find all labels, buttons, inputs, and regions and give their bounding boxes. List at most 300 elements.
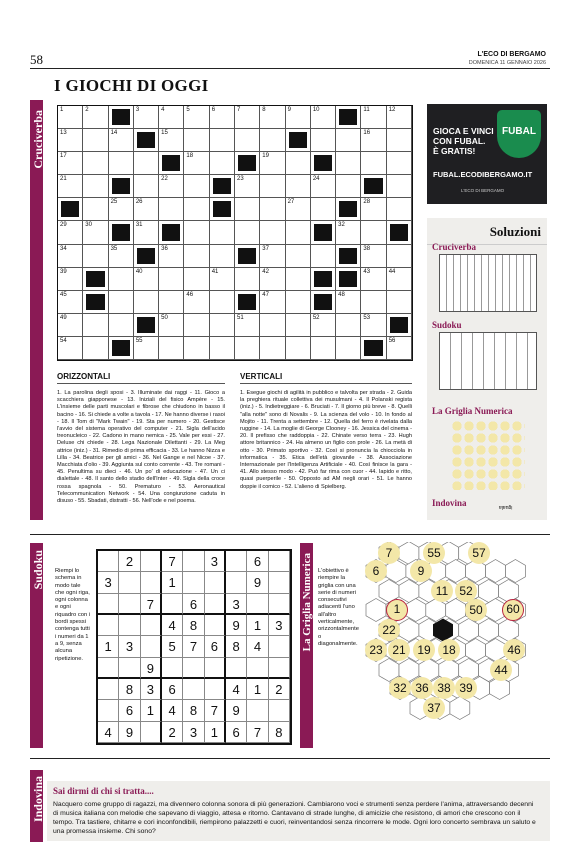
crossword-cell: 26 [134,198,159,221]
sudoku-cell[interactable] [247,700,268,721]
griglia-given-number: 36 [411,677,433,699]
crossword-black-cell [361,175,386,198]
crossword-cell: 49 [58,314,83,337]
crossword-cell [387,175,412,198]
sudoku-cell: 3 [226,594,247,615]
sudoku-cell: 7 [162,551,183,572]
sudoku-cell[interactable] [183,658,204,679]
crossword-cell: 10 [311,106,336,129]
crossword-cell [311,337,336,360]
crossword-cell [83,198,108,221]
griglia-given-number: 32 [389,677,411,699]
griglia-hex-cell[interactable] [499,619,519,642]
crossword-cell [83,314,108,337]
griglia-given-number: 6 [365,560,387,582]
masthead-date: DOMENICA 11 GENNAIO 2026 [468,60,546,66]
crossword-black-cell [286,129,311,152]
sudoku-cell: 7 [183,636,204,657]
crossword-label: Cruciverba [31,110,45,169]
crossword-cell [336,152,361,175]
griglia-hex-cell[interactable] [366,599,386,622]
sudoku-cell[interactable] [141,722,162,743]
crossword-cell: 3 [134,106,159,129]
crossword-cell [83,245,108,268]
sudoku-cell[interactable] [269,658,290,679]
crossword-black-cell [336,106,361,129]
crossword-black-cell [109,337,134,360]
crossword-cell: 12 [387,106,412,129]
sudoku-cell: 3 [269,615,290,636]
sudoku-cell[interactable] [119,594,140,615]
section-divider-1 [30,534,550,535]
crossword-cell: 28 [361,198,386,221]
griglia-hex-cell[interactable] [399,619,419,642]
crossword-black-cell [58,198,83,221]
griglia-given-number: 52 [455,580,477,602]
crossword-cell [260,221,285,244]
crossword-cell: 27 [286,198,311,221]
sudoku-cell: 9 [247,572,268,593]
crossword-cell [286,245,311,268]
sudoku-cell: 9 [141,658,162,679]
sudoku-instructions: Riempi lo schema in modo tale che ogni riga, ogni colonna e ogni riquadro con i bordi spessi contenga tutti i numeri da 1 a 9, senza alcuna ripetizione. [55,568,91,662]
crossword-cell [210,291,235,314]
crossword-cell [184,268,209,291]
crossword-cell: 53 [361,314,386,337]
sudoku-cell: 2 [119,551,140,572]
sudoku-cell: 8 [183,615,204,636]
solutions-title: Soluzioni [427,218,547,245]
sudoku-cell[interactable] [183,572,204,593]
sudoku-cell[interactable] [183,679,204,700]
page-number: 58 [30,52,43,67]
griglia-given-number: 37 [423,697,445,719]
crossword-cell: 19 [260,152,285,175]
sudoku-cell[interactable] [269,594,290,615]
crossword-cell [184,221,209,244]
sudoku-cell: 6 [247,551,268,572]
vertical-definitions [240,372,412,491]
sudoku-cell: 3 [205,551,226,572]
sudoku-cell: 7 [247,722,268,743]
vertical-heading: VERTICALI [240,372,412,384]
crossword-cell [387,152,412,175]
crossword-cell: 5 [184,106,209,129]
crossword-cell: 29 [58,221,83,244]
sudoku-solution-thumb [439,332,537,390]
sudoku-cell[interactable] [183,551,204,572]
griglia-given-number: 18 [438,639,460,661]
griglia-label: La Griglia Numerica [301,553,313,652]
crossword-cell [311,198,336,221]
griglia-hex-cell[interactable] [459,619,479,642]
sudoku-cell: 7 [205,700,226,721]
sudoku-cell: 1 [141,700,162,721]
crossword-cell: 24 [311,175,336,198]
crossword-cell: 35 [109,245,134,268]
crossword-cell [336,337,361,360]
crossword-cell: 9 [286,106,311,129]
sudoku-cell[interactable] [226,551,247,572]
crossword-cell [159,337,184,360]
indovina-label: Indovina [31,776,45,823]
sudoku-cell: 1 [162,572,183,593]
crossword-solution-thumb [439,254,537,312]
sudoku-cell: 7 [141,594,162,615]
crossword-cell: 56 [387,337,412,360]
sudoku-cell: 3 [119,636,140,657]
sudoku-cell: 1 [247,679,268,700]
sudoku-cell[interactable] [162,658,183,679]
crossword-cell [184,129,209,152]
crossword-cell: 37 [260,245,285,268]
crossword-black-cell [109,106,134,129]
sudoku-cell[interactable] [98,679,119,700]
section-divider-2 [30,758,550,759]
crossword-cell: 47 [260,291,285,314]
griglia-given-number: 50 [465,599,487,621]
crossword-black-cell [235,152,260,175]
crossword-cell [210,337,235,360]
crossword-cell [387,291,412,314]
crossword-black-cell [83,268,108,291]
sudoku-cell: 8 [119,679,140,700]
crossword-black-cell [387,314,412,337]
crossword-cell: 2 [83,106,108,129]
crossword-cell [134,175,159,198]
sudoku-cell: 2 [162,722,183,743]
crossword-cell [336,314,361,337]
crossword-cell [159,291,184,314]
griglia-hex-cell[interactable] [506,560,526,583]
crossword-cell [311,129,336,152]
ad-line-1: GIOCA E VINCI [433,126,494,136]
top-rule [30,68,550,69]
griglia-given-number: 44 [490,659,512,681]
crossword-black-cell [109,175,134,198]
sudoku-cell[interactable] [98,615,119,636]
crossword-cell [83,337,108,360]
crossword-cell: 46 [184,291,209,314]
crossword-cell [109,314,134,337]
sudoku-cell[interactable] [205,572,226,593]
crossword-cell [210,152,235,175]
sudoku-cell: 4 [247,636,268,657]
crossword-cell: 38 [361,245,386,268]
crossword-black-cell [387,221,412,244]
crossword-cell [286,268,311,291]
crossword-cell [336,175,361,198]
crossword-cell: 14 [109,129,134,152]
griglia-hex-cell[interactable] [466,639,486,662]
crossword-cell [184,337,209,360]
crossword-cell: 36 [159,245,184,268]
crossword-cell: 23 [235,175,260,198]
sudoku-cell[interactable] [205,594,226,615]
fubal-shield-icon [497,110,541,158]
crossword-black-cell [159,152,184,175]
ad-line-2: CON FUBAL. [433,136,486,146]
sudoku-cell[interactable] [119,572,140,593]
sudoku-cell: 4 [162,615,183,636]
horizontal-definitions [57,372,225,505]
crossword-cell [387,245,412,268]
crossword-cell: 48 [336,291,361,314]
sudoku-cell[interactable] [226,658,247,679]
griglia-given-number: 55 [423,542,445,564]
crossword-black-cell [134,314,159,337]
crossword-cell [109,291,134,314]
griglia-given-number: 11 [431,580,453,602]
crossword-cell: 16 [361,129,386,152]
crossword-cell [184,198,209,221]
crossword-cell: 21 [58,175,83,198]
sudoku-cell: 9 [226,615,247,636]
sudoku-cell: 4 [98,722,119,743]
sudoku-cell: 8 [226,636,247,657]
crossword-black-cell [159,221,184,244]
masthead-title: L'ECO DI BERGAMO [477,51,546,58]
sudoku-cell: 1 [205,722,226,743]
crossword-black-cell [109,221,134,244]
sudoku-label: Sudoku [31,550,45,590]
crossword-cell: 32 [336,221,361,244]
crossword-black-cell [134,245,159,268]
crossword-cell [210,129,235,152]
crossword-cell [260,175,285,198]
crossword-cell: 42 [260,268,285,291]
crossword-cell [361,291,386,314]
sudoku-cell[interactable] [247,594,268,615]
griglia-given-number: 60 [502,599,524,621]
sudoku-cell[interactable] [269,636,290,657]
sudoku-cell: 3 [98,572,119,593]
crossword-black-cell [210,175,235,198]
sudoku-cell[interactable] [162,594,183,615]
crossword-cell [260,314,285,337]
crossword-cell: 25 [109,198,134,221]
indovina-box [47,781,550,841]
solutions-panel [427,218,547,520]
sudoku-cell[interactable] [98,658,119,679]
crossword-cell [336,129,361,152]
crossword-cell [311,245,336,268]
sudoku-cell[interactable] [119,658,140,679]
crossword-cell: 15 [159,129,184,152]
crossword-cell: 30 [83,221,108,244]
crossword-cell: 6 [210,106,235,129]
sudoku-cell: 1 [98,636,119,657]
sudoku-cell[interactable] [269,572,290,593]
crossword-cell [286,221,311,244]
sudoku-cell[interactable] [98,594,119,615]
crossword-cell [387,129,412,152]
indovina-title: Sai dirmi di chi si tratta.... [53,786,154,796]
solutions-crossword-label: Cruciverba [432,242,476,252]
crossword-cell: 40 [134,268,159,291]
sudoku-cell: 3 [141,679,162,700]
sudoku-cell[interactable] [226,572,247,593]
crossword-cell [286,314,311,337]
sudoku-cell: 2 [269,679,290,700]
crossword-cell [134,152,159,175]
griglia-hex-cell[interactable] [486,560,506,583]
crossword-black-cell [336,268,361,291]
crossword-black-cell [210,198,235,221]
griglia-hex-cell[interactable] [479,619,499,642]
sudoku-cell: 6 [226,722,247,743]
horizontal-heading: ORIZZONTALI [57,372,225,384]
sudoku-cell[interactable] [205,679,226,700]
griglia-given-number: 21 [388,639,410,661]
ad-headline [433,126,494,156]
griglia-instructions: L'obiettivo è riempire la griglia con una serie di numeri consecutivi adiacenti l'uno all'altro verticalmente, orizzontalmente o diagonalmente. [318,568,359,647]
crossword-black-cell [134,129,159,152]
crossword-black-cell [361,337,386,360]
sudoku-cell: 8 [183,700,204,721]
indovina-answer: iguala [499,504,513,510]
solutions-indovina-label: Indovina [432,498,467,508]
sudoku-cell: 6 [162,679,183,700]
crossword-cell: 22 [159,175,184,198]
sudoku-cell: 1 [247,615,268,636]
crossword-cell: 34 [58,245,83,268]
sudoku-cell: 3 [183,722,204,743]
griglia-given-number: 57 [468,542,490,564]
griglia-given-number: 23 [365,639,387,661]
crossword-black-cell [311,268,336,291]
crossword-cell [159,198,184,221]
crossword-cell: 4 [159,106,184,129]
crossword-cell [235,337,260,360]
page-title: I GIOCHI DI OGGI [54,76,209,95]
sudoku-cell[interactable] [141,636,162,657]
sudoku-cell[interactable] [205,615,226,636]
crossword-cell: 51 [235,314,260,337]
fubal-ad[interactable] [427,104,547,204]
crossword-cell: 54 [58,337,83,360]
sudoku-cell: 6 [119,700,140,721]
crossword-cell: 43 [361,268,386,291]
sudoku-cell: 6 [183,594,204,615]
crossword-black-cell [235,291,260,314]
ad-url[interactable]: FUBAL.ECODIBERGAMO.IT [433,170,533,179]
ad-brand: FUBAL [502,126,536,137]
indovina-text: Nacquero come gruppo di ragazzi, ma divennero colonna sonora di più generazioni. Cambiarono voci e strumenti senza perdere l'anima, attraversando decenni di musica italiana con melodie che sapevano di viaggio, attesa e ritorno. Cantavano di strade lunghe, di amicizie che resistono, di amori che crescono con il tempo. Tra tastiere, chitarre e cori inconfondibili, riempirono palazzetti e cuori, reinventandosi senza rincorrere le mode. Ogni loro concerto sembrava un saluto e una promessa insieme. Chi sono? [53,801,536,835]
crossword-cell [235,268,260,291]
sudoku-cell: 9 [119,722,140,743]
solutions-sudoku-label: Sudoku [432,320,462,330]
crossword-cell: 13 [58,129,83,152]
crossword-black-cell [336,245,361,268]
crossword-cell [109,152,134,175]
crossword-cell: 50 [159,314,184,337]
sudoku-cell[interactable] [205,658,226,679]
crossword-cell [260,198,285,221]
crossword-black-cell [235,245,260,268]
crossword-cell [260,129,285,152]
crossword-cell: 44 [387,268,412,291]
crossword-cell [286,291,311,314]
sudoku-cell: 8 [269,722,290,743]
crossword-cell: 52 [311,314,336,337]
sudoku-cell[interactable] [247,658,268,679]
crossword-cell [184,245,209,268]
vertical-text: 1. Esegue giochi di agilità in pubblico e talvolta per strada - 2. Guida la preghiera rituale collettiva dei musulmani - 4. Il Polanski regista (iniz.) - 5. Indietreggiare - 6. Bruciati - 7. Il giorno più breve - 8. Quelli "alla notte" sono di Novalis - 9. La scienza del volo - 10. In fondo al Mojito - 11. Trenta a settembre - 12. Quella del ferro è rivelata dalla ruggine - 14. La moglie di George Clooney - 16. Jessica del cinema - 20. Il prefisso che raddoppia - 22. Chinate verso terra - 23. Hugh attore britannico - 24. Ha almeno un figlio con prole - 26. La metà di otto - 30. Primato sportivo - 32. Così si pronuncia la chiocciola in informatica - 35. Etica dell'età giovanile - 38. Associazione Internazionale per l'Intelligenza Artificiale - 40. Così finisce la gara - 41. Allo stesso modo - 42. Può far rima con cuor - 44. Iapido e ritto, quasi puerperile - 50. Opposto ad AM negli orari - 51. Le hanno doppie il comico - 52. L'alieno di Spielberg. [240,390,412,490]
sudoku-grid [96,549,292,745]
sudoku-cell[interactable] [98,551,119,572]
sudoku-cell: 4 [226,679,247,700]
crossword-cell [286,175,311,198]
crossword-cell [83,175,108,198]
sudoku-cell: 6 [205,636,226,657]
griglia-given-number: 38 [433,677,455,699]
crossword-cell [387,198,412,221]
horizontal-text: 1. La parolina degli sposi - 3. Illuminate dai raggi - 11. Gioco a scacchiera giapponese - 13. Iniziali del fisico Ampère - 15. L'insieme delle parti muscolari e fibrose che chiudono in basso il bacino - 16. Si chiede a volte a tavola - 17. Ne hanno diverse i rasoi - 18. Il Tom di "Mark Twain" - 19. Sta per numero - 20. Gestisce l'avvio del sistema operativo del computer - 21. Sigla dell'acido treonucleico - 22. Cadono in mano nemica - 25. Vale per essi - 27. Deluse chi chiede - 28. Lega Nazionale Dilettanti - 29. La Meg attrice (iniz.) - 31. Rimedio di prima efficacia - 33. Le hanno Nizza e Lilla - 34. Beatrice per gli amici - 36. Nel Gange e nel Nicoe - 37. Macchiata d'olio - 39. Aggiunta sul conto corrente - 43. Tre romani - 45. Penultima su dieci - 46. Un po' di educazione - 47. Un ci dialettale - 48. Il santo dello stadio dell'Inter - 49. Sigla della croce rossa spagnola - 50. Prematuro - 53. Aeronautical Telecommunication Network - 54. Una congiunzione caduta in disuso - 55. Sbadati, distratti - 56. Nell'ode e nel poema. [57,390,225,505]
griglia-given-number: 1 [386,599,408,621]
crossword-cell: 45 [58,291,83,314]
sudoku-cell: 5 [162,636,183,657]
crossword-cell [210,314,235,337]
sudoku-cell[interactable] [119,615,140,636]
crossword-cell [159,268,184,291]
crossword-cell [184,314,209,337]
crossword-cell: 7 [235,106,260,129]
crossword-cell: 11 [361,106,386,129]
crossword-cell: 18 [184,152,209,175]
crossword-cell [134,291,159,314]
crossword-black-cell [311,152,336,175]
sudoku-cell[interactable] [141,551,162,572]
crossword-cell: 41 [210,268,235,291]
crossword-cell: 55 [134,337,159,360]
crossword-cell [210,245,235,268]
ad-small-logo: L'ECO DI BERGAMO [461,188,505,193]
griglia-given-number: 7 [378,542,400,564]
sudoku-cell: 4 [162,700,183,721]
sudoku-cell[interactable] [269,551,290,572]
crossword-cell [235,198,260,221]
griglia-given-number: 39 [455,677,477,699]
crossword-cell [184,175,209,198]
sudoku-cell[interactable] [141,572,162,593]
crossword-grid [57,105,413,361]
crossword-cell [286,152,311,175]
sudoku-cell[interactable] [98,700,119,721]
crossword-cell [286,337,311,360]
crossword-cell [260,337,285,360]
griglia-solution-thumb [451,420,525,490]
crossword-cell [210,221,235,244]
crossword-cell [361,221,386,244]
crossword-cell: 1 [58,106,83,129]
ad-line-3: È GRATIS! [433,146,476,156]
crossword-cell [83,152,108,175]
crossword-cell [235,221,260,244]
crossword-black-cell [336,198,361,221]
solutions-griglia-label: La Griglia Numerica [432,406,513,416]
sudoku-cell[interactable] [269,700,290,721]
crossword-cell [361,152,386,175]
crossword-black-cell [83,291,108,314]
crossword-black-cell [311,291,336,314]
crossword-cell: 31 [134,221,159,244]
griglia-given-number: 9 [410,560,432,582]
griglia-given-number: 19 [413,639,435,661]
sudoku-cell[interactable] [141,615,162,636]
crossword-black-cell [311,221,336,244]
griglia-hex-cell[interactable] [450,697,470,720]
